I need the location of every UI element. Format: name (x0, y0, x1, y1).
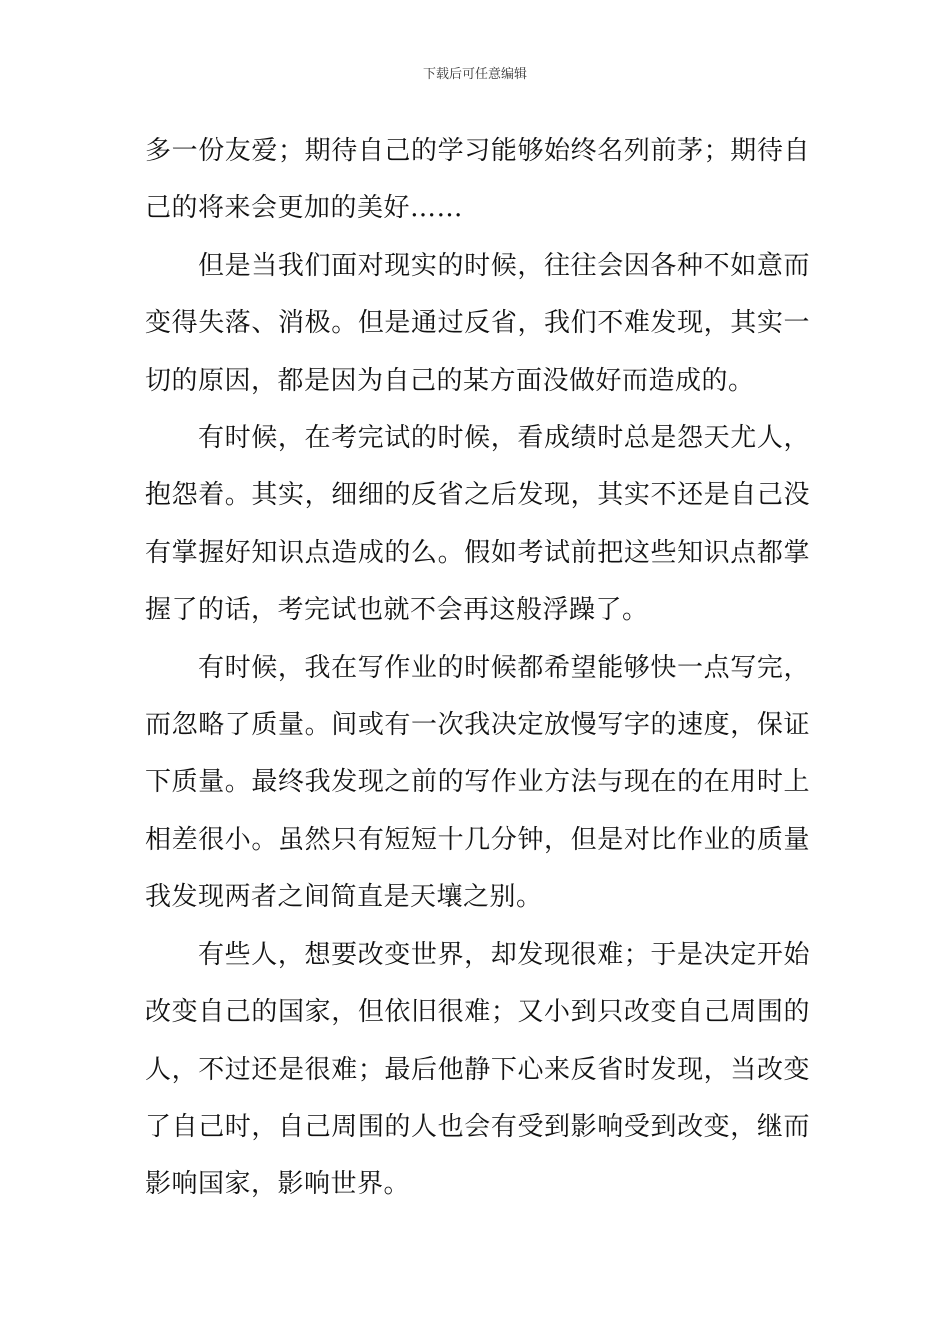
paragraph-3: 有时候，在考完试的时候，看成绩时总是怨天尤人，抱怨着。其实，细细的反省之后发现，其实不还是自己没有掌握好知识点造成的么。假如考试前把这些知识点都掌握了的话，考完试也就不会再这般浮躁了。 (145, 423, 810, 626)
page-header: 下载后可任意编辑 (422, 67, 527, 82)
document-body (145, 123, 810, 1214)
paragraph-5: 有些人，想要改变世界，却发现很难；于是决定开始改变自己的国家，但依旧很难；又小到只改变自己周围的人，不过还是很难；最后他静下心来反省时发现，当改变了自己时，自己周围的人也会有受到影响受到改变，继而影响国家，影响世界。 (145, 939, 810, 1200)
paragraph-2: 但是当我们面对现实的时候，往往会因各种不如意而变得失落、消极。但是通过反省，我们不难发现，其实一切的原因，都是因为自己的某方面没做好而造成的。 (145, 250, 810, 396)
paragraph-1: 多一份友爱；期待自己的学习能够始终名列前茅；期待自己的将来会更加的美好…… (145, 136, 810, 224)
paragraph-4: 有时候，我在写作业的时候都希望能够快一点写完，而忽略了质量。间或有一次我决定放慢写字的速度，保证下质量。最终我发现之前的写作业方法与现在的在用时上相差很小。虽然只有短短十几分钟，但是对比作业的质量我发现两者之间简直是天壤之别。 (145, 652, 810, 913)
